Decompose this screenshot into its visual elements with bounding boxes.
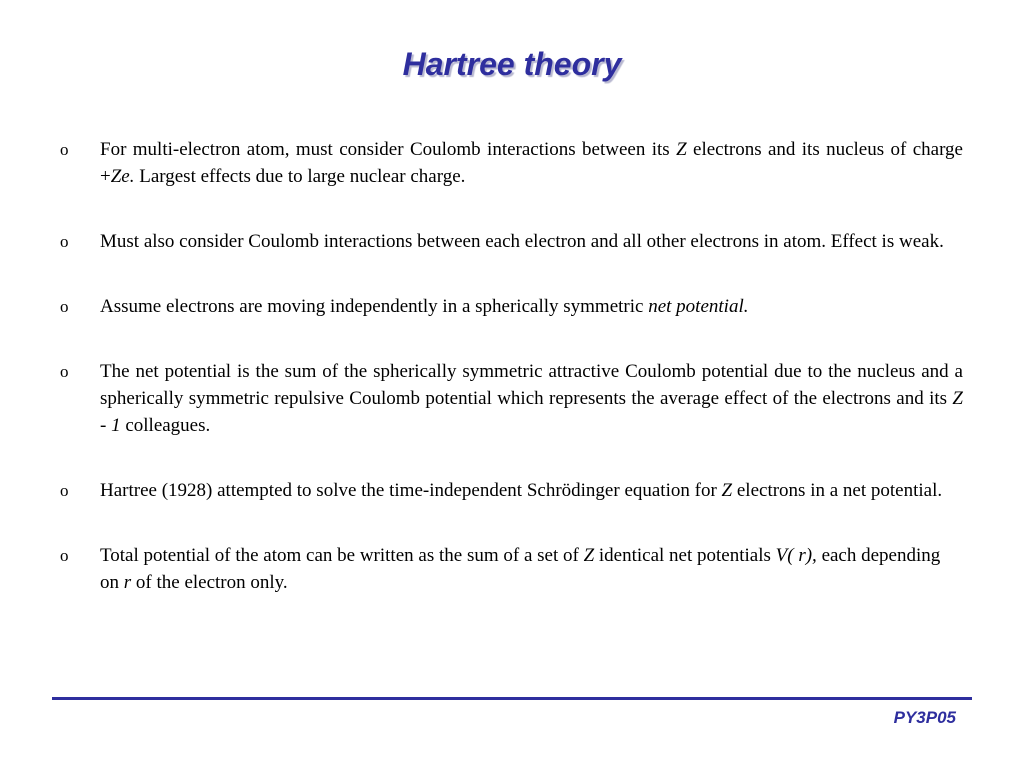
bullet-item (60, 293, 963, 320)
bullet-text-run: Total potential of the atom can be written as the sum of a set of (100, 545, 584, 566)
bullet-text (100, 358, 963, 439)
bullet-text-run: colleagues. (120, 415, 211, 436)
bullet-text-run: identical net potentials (594, 545, 776, 566)
bullet-item (60, 228, 963, 255)
bullet-marker: o (60, 140, 69, 159)
bullet-text (100, 542, 963, 596)
bullet-text-italic: net potential. (648, 296, 749, 317)
bullet-marker: o (60, 481, 69, 500)
footer-course-code: PY3P05 (893, 708, 956, 727)
bullet-text-italic: V( r), (775, 545, 817, 566)
bullet-text-run: Assume electrons are moving independently in a spherically symmetric (100, 296, 649, 317)
bullet-text-italic: Z (676, 139, 687, 160)
bullet-marker: o (60, 546, 69, 565)
bullet-item (60, 136, 963, 190)
bullet-text-italic: Z (583, 545, 595, 566)
bullet-text-run: For multi-electron atom, must consider Coulomb interactions between its (100, 139, 677, 160)
bullet-text-run: Largest effects due to large nuclear charge. (134, 166, 466, 187)
bullet-item (60, 358, 963, 439)
slide-title: Hartree theory (402, 46, 622, 82)
bullet-marker: o (60, 362, 69, 381)
bullet-text-run: electrons and its nucleus of charge + (100, 139, 963, 187)
bullet-text-italic: r (123, 572, 132, 593)
bullet-item (60, 477, 963, 504)
bullet-text (100, 477, 963, 504)
bullet-text-italic: Ze. (110, 166, 135, 187)
bullet-text-run: The net potential is the sum of the spherically symmetric attractive Coulomb potential due to the nucleus and a spherically symmetric repulsive Coulomb potential which represents the average effect of the electrons and its (100, 361, 963, 409)
bullet-text-run: Must also consider Coulomb interactions between each electron and all other electrons in atom. Effect is weak. (100, 231, 944, 252)
bullet-text-italic: Z - 1 (100, 388, 963, 436)
bullet-text-italic: Z (721, 480, 733, 501)
bullet-text-run: Hartree (1928) attempted to solve the time-independent Schrödinger equation for (100, 480, 722, 501)
bullet-item (60, 542, 963, 596)
bullet-text (100, 293, 963, 320)
bullet-text (100, 136, 963, 190)
bullet-list (60, 136, 963, 634)
bullet-text-run: each depending on (100, 545, 941, 593)
bullet-text-run: of the electron only. (131, 572, 288, 593)
bullet-text (100, 228, 963, 255)
bullet-marker: o (60, 232, 69, 251)
footer-divider (52, 697, 972, 700)
bullet-text-run: electrons in a net potential. (732, 480, 943, 501)
bullet-marker: o (60, 297, 69, 316)
